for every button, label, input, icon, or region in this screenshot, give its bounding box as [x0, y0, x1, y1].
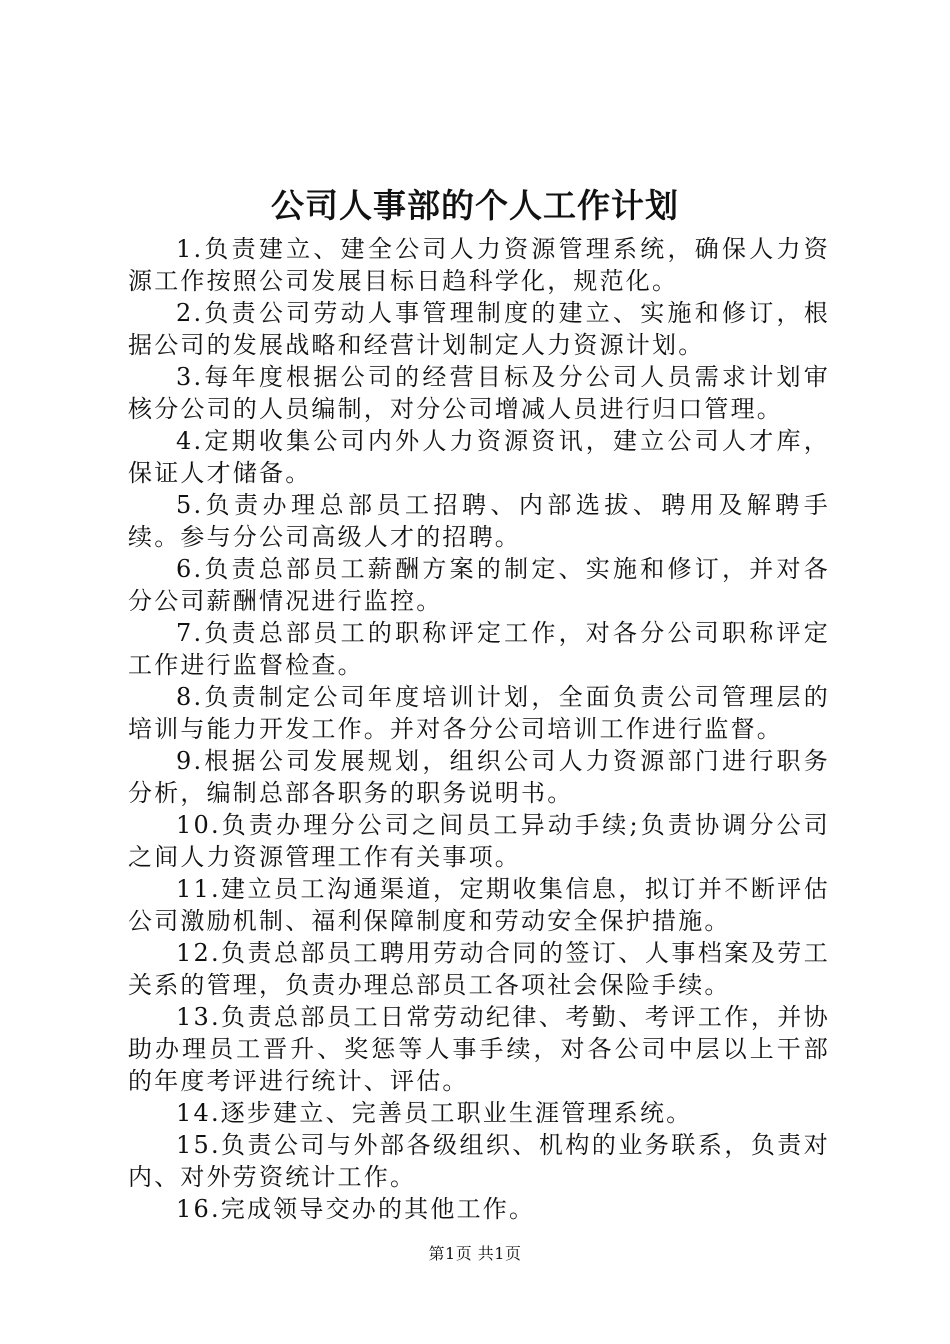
plan-item-9: 9.根据公司发展规划，组织公司人力资源部门进行职务分析，编制总部各职务的职务说明书。: [128, 747, 830, 807]
document-title: 公司人事部的个人工作计划: [271, 186, 679, 225]
plan-item-4: 4.定期收集公司内外人力资源资讯，建立公司人才库，保证人才储备。: [128, 427, 830, 487]
document-body: [128, 233, 830, 1225]
plan-item-13: 13.负责总部员工日常劳动纪律、考勤、考评工作，并协助办理员工晋升、奖惩等人事手续，对各公司中层以上干部的年度考评进行统计、评估。: [128, 1003, 830, 1095]
page-footer: 第1页 共1页: [428, 1244, 522, 1263]
plan-item-11: 11.建立员工沟通渠道，定期收集信息，拟订并不断评估公司激励机制、福利保障制度和劳动安全保护措施。: [128, 875, 830, 935]
plan-item-5: 5.负责办理总部员工招聘、内部选拔、聘用及解聘手续。参与分公司高级人才的招聘。: [128, 491, 830, 551]
plan-item-8: 8.负责制定公司年度培训计划，全面负责公司管理层的培训与能力开发工作。并对各分公司培训工作进行监督。: [128, 683, 830, 743]
plan-item-1: 1.负责建立、建全公司人力资源管理系统，确保人力资源工作按照公司发展目标日趋科学化，规范化。: [128, 235, 830, 295]
plan-item-15: 15.负责公司与外部各级组织、机构的业务联系，负责对内、对外劳资统计工作。: [128, 1131, 830, 1191]
plan-item-14: 14.逐步建立、完善员工职业生涯管理系统。: [176, 1099, 693, 1127]
plan-item-7: 7.负责总部员工的职称评定工作，对各分公司职称评定工作进行监督检查。: [128, 619, 830, 679]
plan-item-6: 6.负责总部员工薪酬方案的制定、实施和修订，并对各分公司薪酬情况进行监控。: [128, 555, 830, 615]
plan-item-3: 3.每年度根据公司的经营目标及分公司人员需求计划审核分公司的人员编制，对分公司增减人员进行归口管理。: [128, 363, 830, 423]
plan-item-2: 2.负责公司劳动人事管理制度的建立、实施和修订，根据公司的发展战略和经营计划制定人力资源计划。: [128, 299, 830, 359]
plan-item-16: 16.完成领导交办的其他工作。: [176, 1195, 536, 1223]
plan-item-12: 12.负责总部员工聘用劳动合同的签订、人事档案及劳工关系的管理，负责办理总部员工各项社会保险手续。: [128, 939, 830, 999]
plan-item-10: 10.负责办理分公司之间员工异动手续;负责协调分公司之间人力资源管理工作有关事项。: [128, 811, 830, 871]
